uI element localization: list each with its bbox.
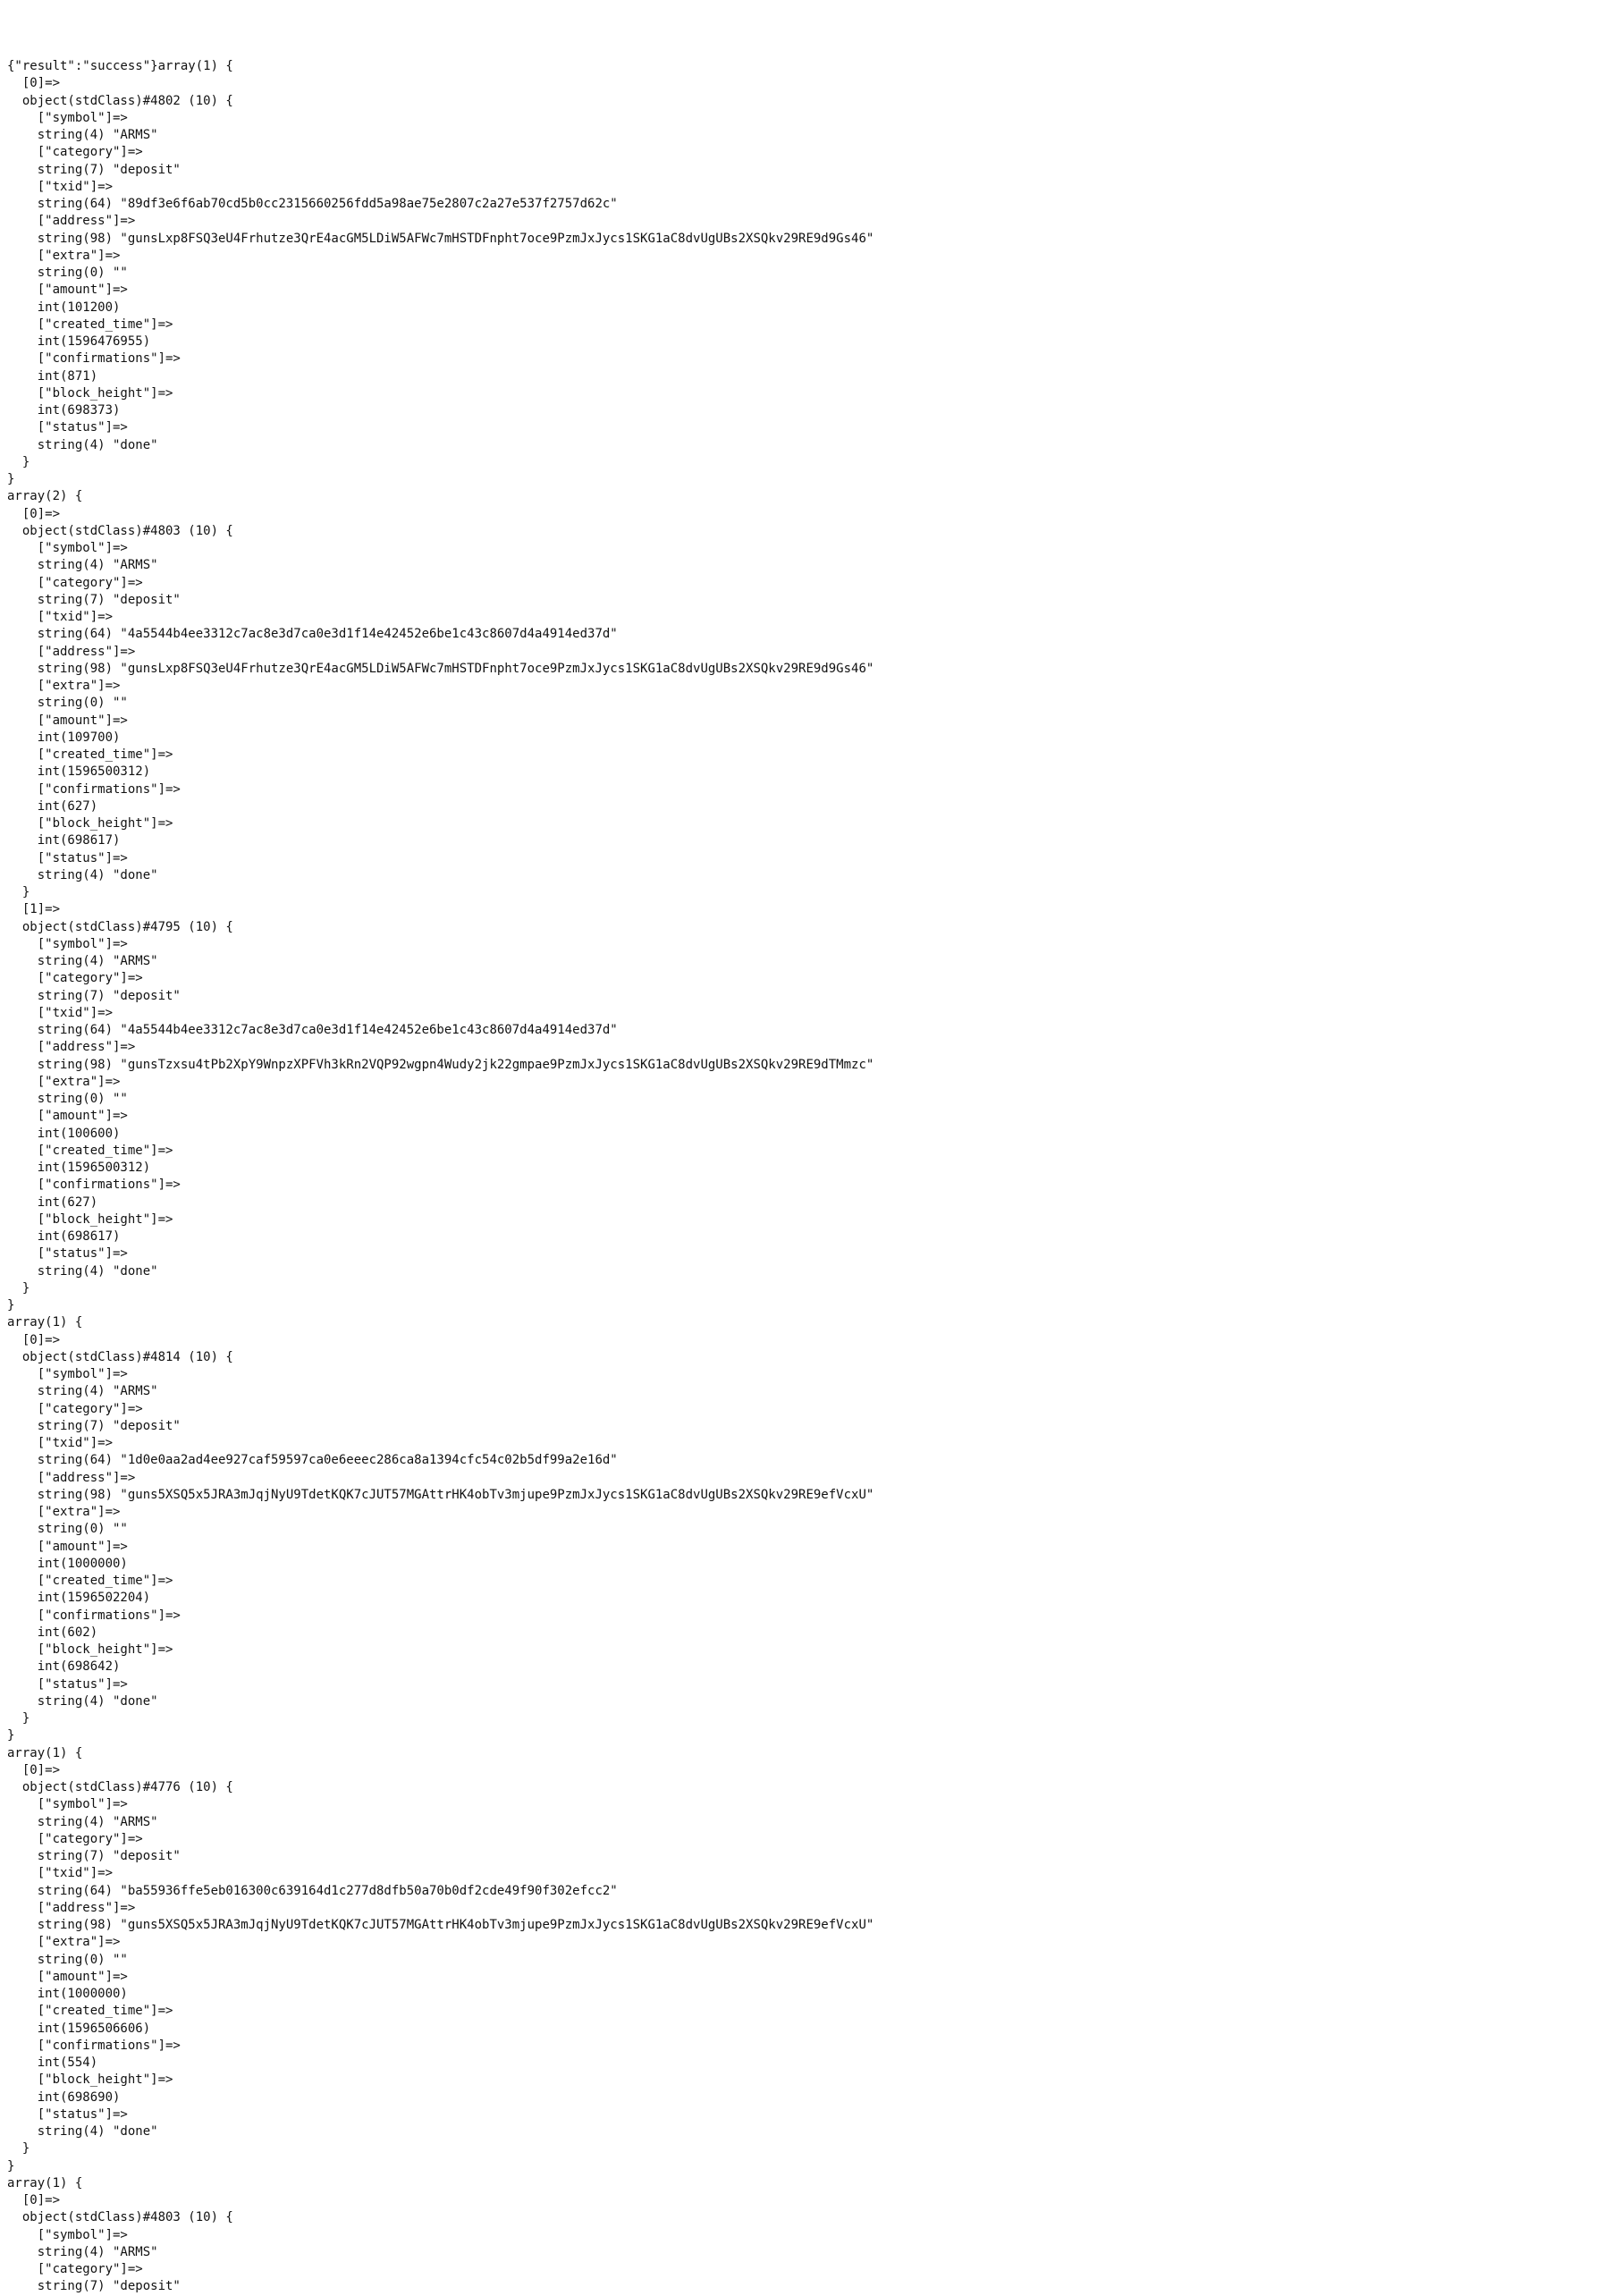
dump-line: string(4) "done": [7, 1263, 158, 1279]
dump-line: string(64) "4a5544b4ee3312c7ac8e3d7ca0e3d1f14e42452e6be1c43c8607d4a4914ed37d": [7, 1023, 618, 1037]
dump-line: string(7) "deposit": [7, 1849, 181, 1863]
dump-line: string(4) "done": [7, 867, 158, 882]
dump-line: ["address"]=>: [7, 214, 136, 229]
dump-line: ["symbol"]=>: [7, 2227, 128, 2242]
dump-line: int(554): [7, 2055, 98, 2070]
dump-line: string(98) "gunsLxp8FSQ3eU4Frhutze3QrE4acGM5LDiW5AFWc7mHSTDFnpht7oce9PzmJxJycs1SKG1aC8dvUgUBs2XSQkv29RE9d9Gs46": [7, 661, 874, 676]
dump-line: ["txid"]=>: [7, 1436, 114, 1450]
dump-line: ["address"]=>: [7, 1900, 136, 1915]
dump-line: ["symbol"]=>: [7, 541, 128, 555]
dump-line: ["address"]=>: [7, 1470, 136, 1485]
dump-line: string(4) "ARMS": [7, 1384, 158, 1399]
dump-line: }: [7, 1711, 30, 1726]
dump-line: string(0) "": [7, 1952, 128, 1967]
dump-line: ["category"]=>: [7, 1401, 143, 1416]
dump-line: string(0) "": [7, 1092, 128, 1106]
dump-line: object(stdClass)#4814 (10) {: [7, 1349, 233, 1364]
dump-line: ["confirmations"]=>: [7, 1608, 181, 1623]
dump-line: string(0) "": [7, 1522, 128, 1537]
dump-line: ["confirmations"]=>: [7, 351, 181, 367]
dump-line: ["extra"]=>: [7, 1935, 121, 1950]
dump-line: }: [7, 1280, 30, 1296]
dump-line: [0]=>: [7, 76, 61, 91]
dump-line: [0]=>: [7, 1762, 61, 1777]
dump-line: ["address"]=>: [7, 644, 136, 659]
dump-line: ["symbol"]=>: [7, 1797, 128, 1812]
dump-line: int(602): [7, 1625, 98, 1640]
dump-line: ["txid"]=>: [7, 1866, 114, 1881]
dump-line: object(stdClass)#4795 (10) {: [7, 919, 233, 934]
dump-line: int(698617): [7, 833, 121, 848]
dump-line: ["block_height"]=>: [7, 1642, 173, 1657]
dump-line: string(0) "": [7, 266, 128, 280]
dump-line: int(1596476955): [7, 334, 151, 349]
dump-line: int(698690): [7, 2089, 121, 2105]
dump-line: ["status"]=>: [7, 1246, 128, 1262]
dump-line: int(698617): [7, 1229, 121, 1244]
dump-line: string(7) "deposit": [7, 162, 181, 177]
dump-line: int(871): [7, 368, 98, 384]
dump-line: string(4) "done": [7, 2124, 158, 2139]
dump-line: ["category"]=>: [7, 971, 143, 986]
dump-line: object(stdClass)#4803 (10) {: [7, 523, 233, 538]
dump-line: int(109700): [7, 730, 121, 745]
dump-line: [0]=>: [7, 506, 61, 521]
dump-line: array(1) {: [7, 1745, 83, 1760]
dump-line: string(64) "4a5544b4ee3312c7ac8e3d7ca0e3d1f14e42452e6be1c43c8607d4a4914ed37d": [7, 627, 618, 642]
dump-line: }: [7, 2158, 15, 2174]
dump-line: int(1596500312): [7, 764, 151, 780]
dump-line: int(627): [7, 798, 98, 814]
dump-line: ["category"]=>: [7, 145, 143, 160]
dump-line: object(stdClass)#4803 (10) {: [7, 2210, 233, 2225]
dump-line: string(4) "ARMS": [7, 558, 158, 573]
dump-line: ["block_height"]=>: [7, 2072, 173, 2088]
dump-line: string(7) "deposit": [7, 1418, 181, 1433]
dump-line: array(1) {: [7, 1315, 83, 1330]
dump-line: string(98) "gunsTzxsu4tPb2XpY9WnpzXPFVh3kRn2VQP92wgpn4Wudy2jk22gmpae9PzmJxJycs1SKG1aC8dvUgUBs2XSQkv29RE9dTMmzc": [7, 1057, 874, 1072]
dump-line: string(64) "89df3e6f6ab70cd5b0cc2315660256fdd5a98ae75e2807c2a27e537f2757d62c": [7, 197, 618, 211]
dump-line: ["symbol"]=>: [7, 1367, 128, 1381]
dump-line: ["txid"]=>: [7, 1005, 114, 1020]
dump-line: }: [7, 2141, 30, 2157]
var-dump-output: [7, 58, 1599, 2296]
dump-line: ["category"]=>: [7, 2262, 143, 2276]
dump-line: string(4) "ARMS": [7, 1814, 158, 1829]
dump-line: ["amount"]=>: [7, 713, 128, 728]
dump-line: ["amount"]=>: [7, 1539, 128, 1554]
dump-line: object(stdClass)#4802 (10) {: [7, 93, 233, 108]
dump-line: int(101200): [7, 300, 121, 315]
dump-line: ["extra"]=>: [7, 1505, 121, 1519]
dump-line: ["block_height"]=>: [7, 1211, 173, 1227]
dump-line: }: [7, 1298, 15, 1313]
dump-line: ["block_height"]=>: [7, 385, 173, 401]
dump-line: array(2) {: [7, 489, 83, 504]
dump-line: int(1596506606): [7, 2021, 151, 2036]
dump-line: ["status"]=>: [7, 2106, 128, 2122]
dump-line: ["confirmations"]=>: [7, 1178, 181, 1193]
dump-line: }: [7, 454, 30, 469]
dump-line: int(100600): [7, 1126, 121, 1141]
dump-line: ["address"]=>: [7, 1040, 136, 1055]
dump-line: string(64) "ba55936ffe5eb016300c639164d1c277d8dfb50a70b0df2cde49f90f302efcc2": [7, 1883, 618, 1898]
dump-line: ["amount"]=>: [7, 1969, 128, 1984]
dump-line: ["created_time"]=>: [7, 747, 173, 762]
dump-line: [0]=>: [7, 2193, 61, 2207]
dump-line: ["block_height"]=>: [7, 816, 173, 831]
dump-line: string(4) "ARMS": [7, 954, 158, 968]
dump-line: string(7) "deposit": [7, 988, 181, 1003]
dump-line: string(4) "done": [7, 437, 158, 452]
dump-line: [0]=>: [7, 1332, 61, 1347]
dump-line: string(4) "done": [7, 1693, 158, 1709]
dump-line: ["status"]=>: [7, 420, 128, 435]
dump-line: string(98) "guns5XSQ5x5JRA3mJqjNyU9TdetKQK7cJUT57MGAttrHK4obTv3mjupe9PzmJxJycs1SKG1aC8dvUgUBs2XSQkv29RE9efVcxU": [7, 1918, 874, 1932]
dump-line: int(1596500312): [7, 1161, 151, 1175]
dump-line: object(stdClass)#4776 (10) {: [7, 1780, 233, 1794]
dump-line: ["confirmations"]=>: [7, 2038, 181, 2053]
dump-line: ["status"]=>: [7, 1676, 128, 1692]
dump-line: array(1) {: [7, 2175, 83, 2190]
dump-line: ["category"]=>: [7, 1831, 143, 1846]
dump-line: ["created_time"]=>: [7, 1574, 173, 1588]
dump-line: int(698642): [7, 1659, 121, 1675]
dump-line: ["category"]=>: [7, 575, 143, 590]
dump-line: string(4) "ARMS": [7, 2244, 158, 2259]
dump-line: ["txid"]=>: [7, 610, 114, 624]
dump-line: ["created_time"]=>: [7, 317, 173, 332]
dump-line: string(98) "guns5XSQ5x5JRA3mJqjNyU9TdetKQK7cJUT57MGAttrHK4obTv3mjupe9PzmJxJycs1SKG1aC8dvUgUBs2XSQkv29RE9efVcxU": [7, 1487, 874, 1502]
dump-line: }: [7, 1728, 15, 1743]
dump-line: string(64) "1d0e0aa2ad4ee927caf59597ca0e6eeec286ca8a1394cfc54c02b5df99a2e16d": [7, 1453, 618, 1468]
dump-line: ["amount"]=>: [7, 283, 128, 298]
dump-line: string(98) "gunsLxp8FSQ3eU4Frhutze3QrE4acGM5LDiW5AFWc7mHSTDFnpht7oce9PzmJxJycs1SKG1aC8dvUgUBs2XSQkv29RE9d9Gs46": [7, 231, 874, 246]
dump-line: ["created_time"]=>: [7, 2004, 173, 2019]
dump-line: ["extra"]=>: [7, 1074, 121, 1089]
dump-line: string(7) "deposit": [7, 2279, 181, 2294]
dump-line: string(4) "ARMS": [7, 128, 158, 142]
dump-line: string(7) "deposit": [7, 592, 181, 607]
dump-line: ["created_time"]=>: [7, 1143, 173, 1158]
dump-line: int(1000000): [7, 1556, 128, 1571]
dump-line: int(627): [7, 1194, 98, 1210]
dump-line: ["symbol"]=>: [7, 110, 128, 125]
dump-line: ["symbol"]=>: [7, 936, 128, 951]
dump-line: ["status"]=>: [7, 850, 128, 865]
dump-line: int(698373): [7, 403, 121, 418]
dump-line: }: [7, 472, 15, 486]
dump-line: int(1596502204): [7, 1591, 151, 1606]
dump-line: int(1000000): [7, 1987, 128, 2001]
dump-line: [1]=>: [7, 902, 61, 917]
dump-line: ["extra"]=>: [7, 248, 121, 263]
dump-line: ["extra"]=>: [7, 679, 121, 693]
dump-line: string(0) "": [7, 696, 128, 711]
dump-line: ["amount"]=>: [7, 1109, 128, 1124]
dump-line: }: [7, 885, 30, 899]
dump-line: ["txid"]=>: [7, 179, 114, 194]
dump-line: {"result":"success"}array(1) {: [7, 59, 233, 73]
dump-line: ["confirmations"]=>: [7, 781, 181, 797]
